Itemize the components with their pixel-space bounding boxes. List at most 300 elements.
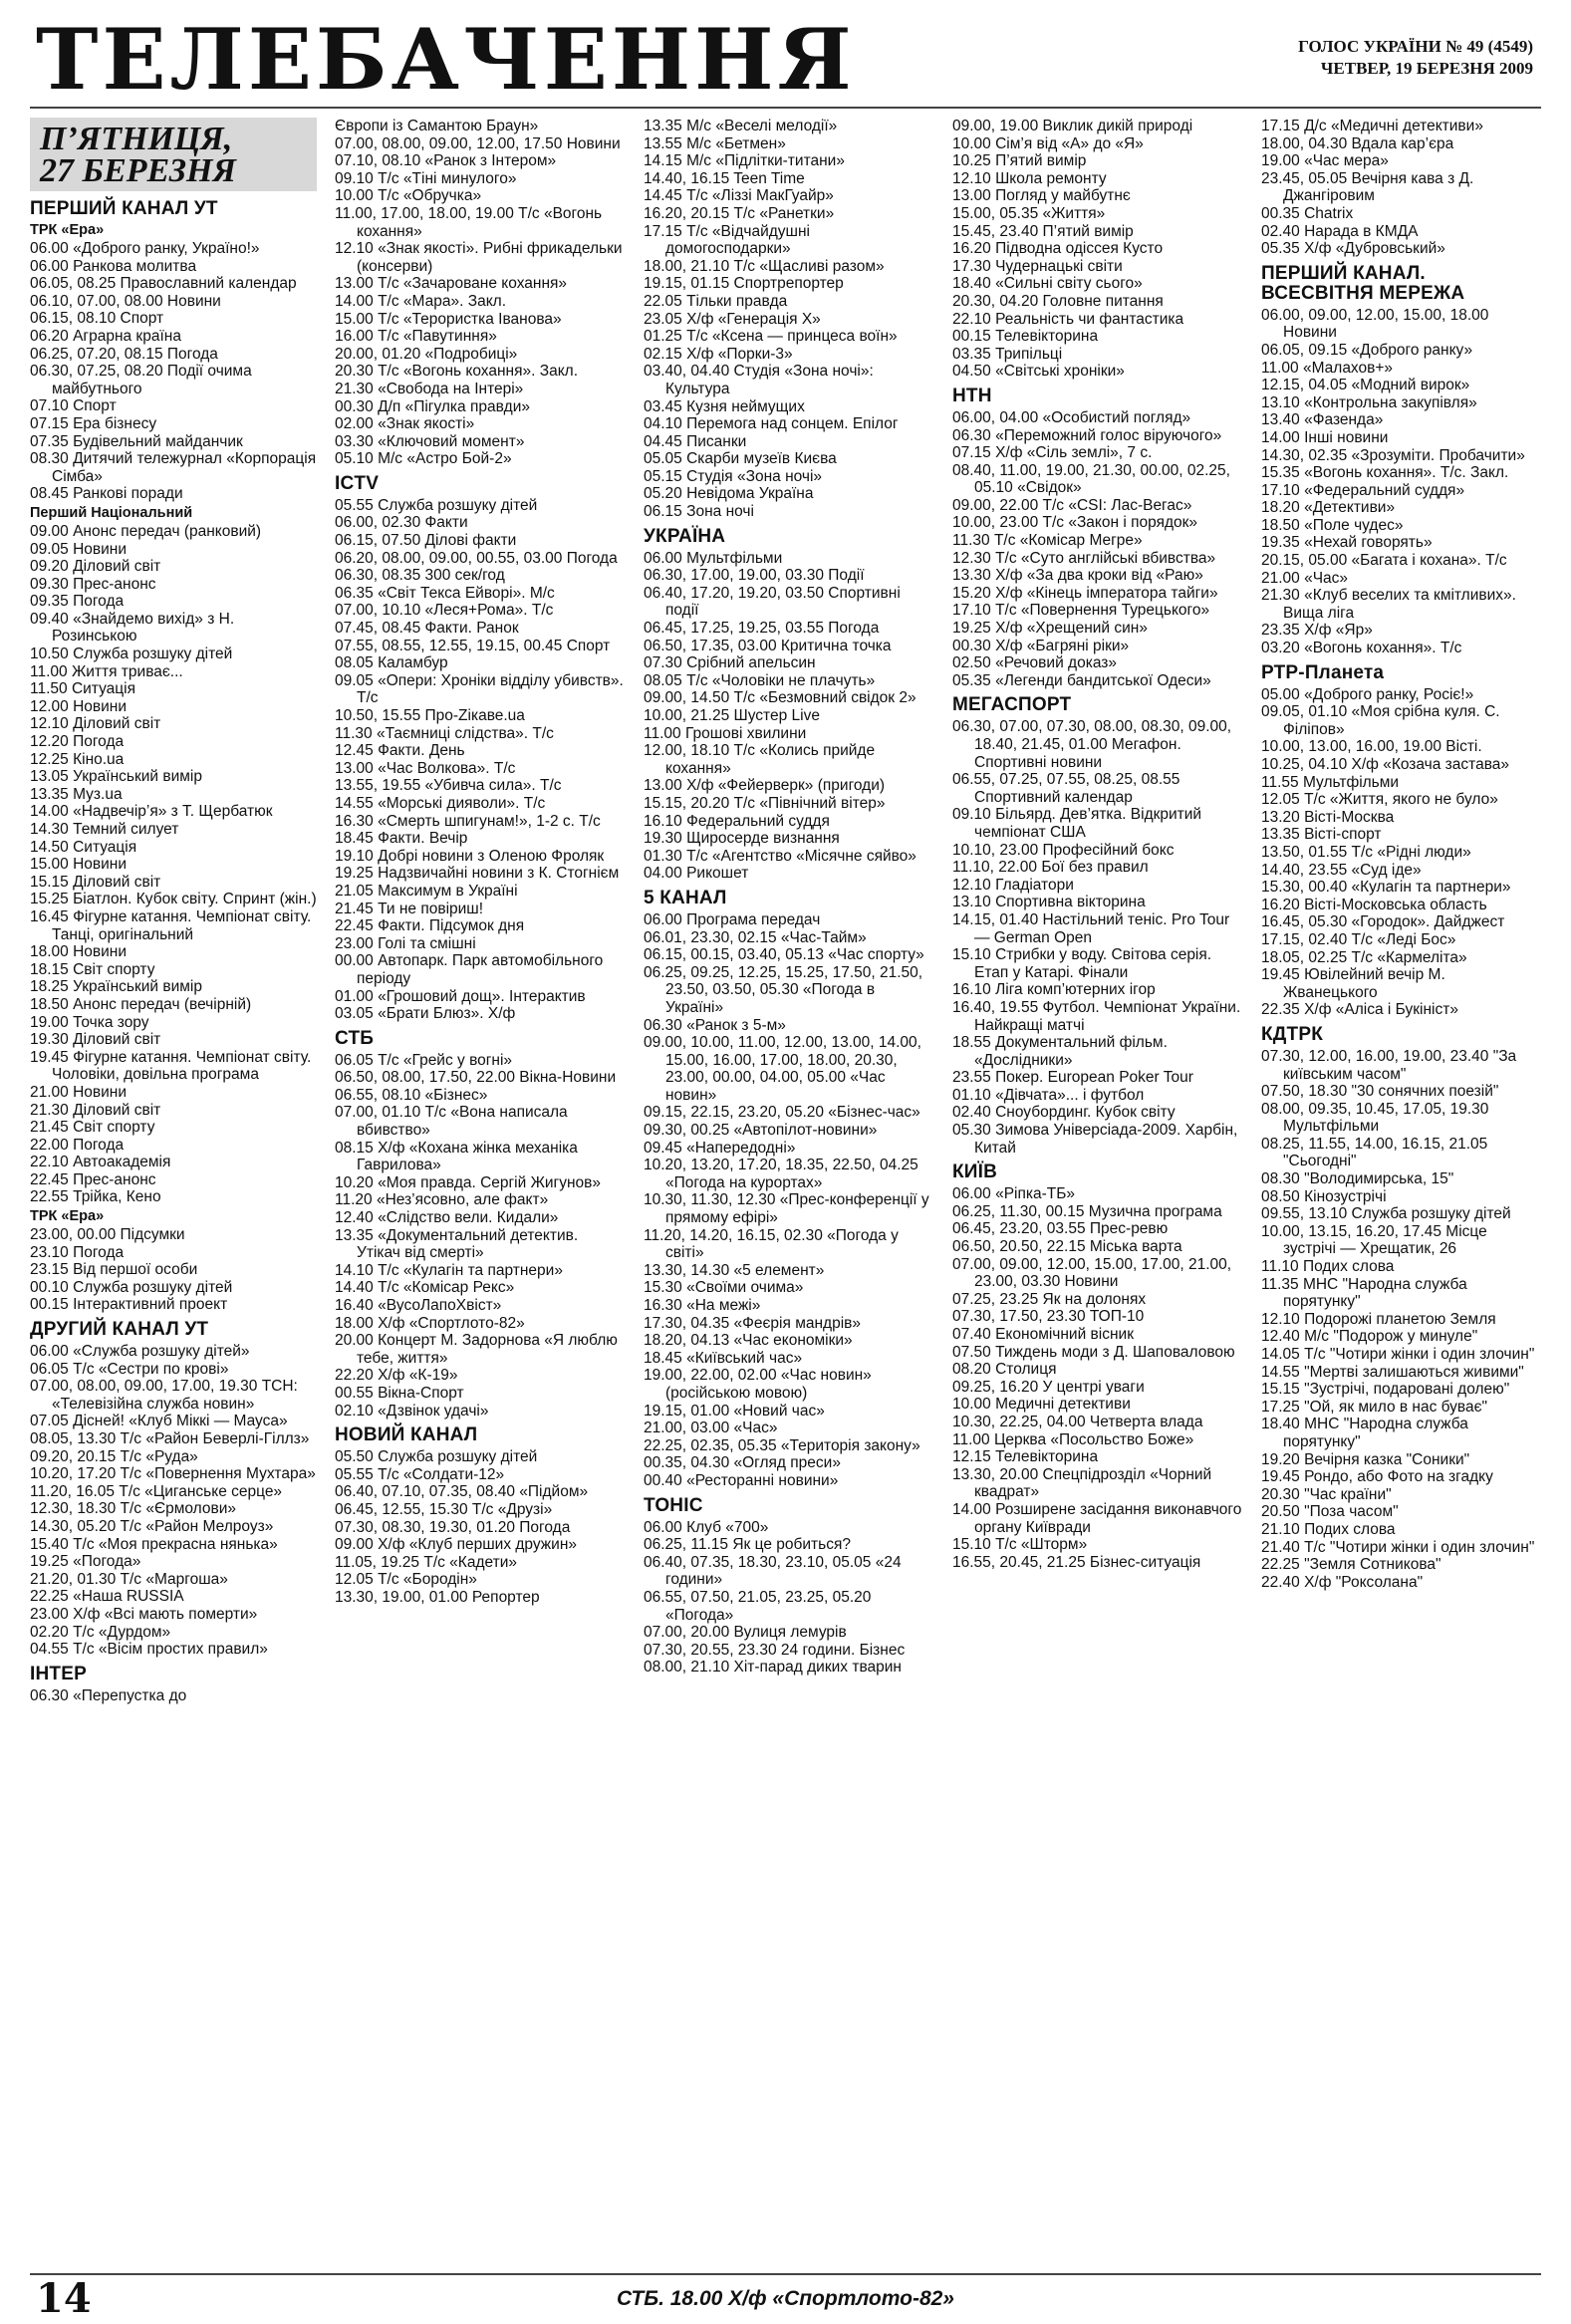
programme-entry: 06.10, 07.00, 08.00 Новини — [30, 292, 221, 310]
programme-entry: 02.00 «Знак якості» — [335, 415, 475, 433]
programme-entry: 06.00 «Служба розшуку дітей» — [30, 1343, 250, 1361]
programme-entry: 06.25, 11.30, 00.15 Музична програма — [952, 1202, 1222, 1220]
programme-entry: 09.00, 22.00 Т/с «CSI: Лас-Вегас» — [952, 496, 1192, 514]
programme-entry: 05.20 Невідома Україна — [644, 485, 814, 503]
programme-entry: 20.30 "Час країни" — [1261, 1485, 1392, 1503]
programme-entry: 13.55, 19.55 «Убивча сила». Т/с — [335, 777, 562, 795]
programme-entry: 12.10 «Знак якості». Рибні фрикадельки (консерви) — [335, 240, 623, 275]
programme-entry: 13.00 Погляд у майбутнє — [952, 187, 1131, 205]
programme-entry: 18.15 Світ спорту — [30, 960, 155, 978]
programme-entry: 23.35 Х/ф «Яр» — [1261, 622, 1373, 640]
programme-entry: 20.15, 05.00 «Багата і кохана». Т/с — [1261, 552, 1507, 570]
page-number: 14 — [36, 2275, 92, 2322]
programme-entry: 14.00 Т/с «Мара». Закл. — [335, 292, 507, 310]
programme-entry: 17.15 Т/с «Відчайдушні домогосподарки» — [644, 222, 810, 258]
programme-entry: 05.30 Зимова Універсіада-2009. Харбін, Китай — [952, 1122, 1238, 1157]
programme-entry: 20.30 Т/с «Вогонь кохання». Закл. — [335, 363, 579, 381]
programme-entry: 22.00 Погода — [30, 1136, 125, 1154]
programme-entry: 02.20 Т/с «Дурдом» — [30, 1623, 171, 1641]
programme-entry: 14.45 Т/с «Ліззі МакГуайр» — [644, 187, 834, 205]
programme-entry: 02.40 Нарада в КМДА — [1261, 222, 1419, 240]
programme-entry: 19.25 Х/ф «Хрещений син» — [952, 620, 1148, 638]
programme-entry: 18.00, 04.30 Вдала кар’єра — [1261, 134, 1454, 152]
column-body — [644, 118, 934, 1677]
programme-entry: 12.00, 18.10 Т/с «Колись прийде кохання» — [644, 742, 876, 777]
programme-entry: 10.50, 15.55 Про-Zікаве.ua — [335, 707, 525, 724]
programme-entry: 09.35 Погода — [30, 593, 125, 611]
programme-entry: 10.00, 21.25 Шустер Live — [644, 707, 820, 724]
programme-entry: 10.25, 04.10 Х/ф «Козача застава» — [1261, 756, 1510, 773]
day-heading-weekday: П’ЯТНИЦЯ, — [40, 121, 233, 157]
programme-entry: 14.10 Т/с «Кулагін та партнери» — [335, 1261, 563, 1279]
programme-entry: 14.05 Т/с "Чотири жінки і один злочин" — [1261, 1346, 1535, 1363]
programme-entry: 11.00 Церква «Посольство Боже» — [952, 1430, 1194, 1448]
programme-entry: 19.30 Діловий світ — [30, 1031, 161, 1049]
programme-entry: 00.15 Телевікторина — [952, 328, 1099, 346]
programme-entry: 14.30, 02.35 «Зрозуміти. Пробачити» — [1261, 446, 1525, 464]
programme-entry: 05.50 Служба розшуку дітей — [335, 1448, 538, 1466]
programme-entry: 11.00 «Малахов+» — [1261, 359, 1394, 377]
programme-entry: 12.00 Новини — [30, 697, 128, 715]
programme-entry: 19.10 Добрі новини з Оленою Фроляк — [335, 847, 605, 865]
programme-entry: 19.25 Надзвичайні новини з К. Стогнієм — [335, 865, 620, 883]
programme-entry: 21.00, 03.00 «Час» — [644, 1420, 778, 1437]
programme-entry: 19.20 Вечірня казка "Соники" — [1261, 1450, 1470, 1468]
programme-entry: 13.30, 14.30 «5 елемент» — [644, 1261, 825, 1279]
programme-entry: 12.30 Т/с «Суто англійські вбивства» — [952, 549, 1216, 567]
column-body — [952, 118, 1243, 1571]
programme-entry: 11.30 Т/с «Комісар Мегре» — [952, 532, 1143, 550]
programme-entry: 06.00 «Доброго ранку, Україно!» — [30, 240, 260, 257]
programme-entry: 15.15, 20.20 Т/с «Північний вітер» — [644, 794, 886, 812]
programme-entry: 18.25 Український вимір — [30, 978, 202, 996]
programme-entry: 08.50 Кінозустрічі — [1261, 1187, 1387, 1205]
programme-entry: 06.50, 20.50, 22.15 Міська варта — [952, 1238, 1182, 1256]
programme-entry: 10.00 Медичні детективи — [952, 1396, 1131, 1414]
programme-entry: 18.50 «Поле чудес» — [1261, 516, 1404, 534]
programme-entry: 09.10 Більярд. Дев’ятка. Відкритий чемпіонат США — [952, 806, 1202, 841]
programme-entry: 06.40, 07.35, 18.30, 23.10, 05.05 «24 години» — [644, 1553, 902, 1589]
programme-entry: 06.35 «Світ Текса Ейворі». М/с — [335, 584, 555, 602]
programme-entry: 08.00, 21.10 Хіт-парад диких тварин — [644, 1659, 902, 1677]
programme-entry: 09.30, 00.25 «Автопілот-новини» — [644, 1122, 878, 1140]
broadcaster-subheading: ТРК «Ера» — [30, 222, 105, 238]
programme-entry: 06.01, 23.30, 02.15 «Час-Тайм» — [644, 928, 867, 946]
programme-entry: 08.45 Ранкові поради — [30, 485, 183, 503]
programme-entry: 06.55, 08.10 «Бізнес» — [335, 1086, 488, 1104]
programme-entry: 16.20 Підводна одіссея Кусто — [952, 240, 1164, 258]
programme-entry: 23.55 Покер. European Poker Tour — [952, 1069, 1193, 1087]
programme-entry: 23.00, 00.00 Підсумки — [30, 1226, 185, 1244]
channel-heading: НТН — [952, 385, 992, 406]
programme-entry: 12.25 Кіно.ua — [30, 750, 125, 768]
programme-entry: 15.10 Стрибки у воду. Світова серія. Етап у Катарі. Фінали — [952, 946, 1212, 981]
programme-entry: 07.00, 10.10 «Леся+Рома». Т/с — [335, 602, 554, 620]
programme-entry: 11.20 «Нез’ясовно, але факт» — [335, 1191, 549, 1209]
schedule-column-1 — [30, 118, 317, 2264]
programme-entry: 07.10, 08.10 «Ранок з Інтером» — [335, 152, 557, 170]
programme-entry: 16.45, 05.30 «Городок». Дайджест — [1261, 913, 1505, 931]
programme-entry: 12.10 Подорожі планетою Земля — [1261, 1310, 1496, 1328]
programme-entry: 09.15, 22.15, 23.20, 05.20 «Бізнес-час» — [644, 1104, 920, 1122]
programme-entry: 13.30 Х/ф «За два кроки від «Раю» — [952, 567, 1203, 585]
programme-entry: 22.25 "Земля Сотникова" — [1261, 1556, 1441, 1574]
programme-entry: 08.20 Столиця — [952, 1361, 1057, 1379]
programme-entry: 14.30, 05.20 Т/с «Район Мелроуз» — [30, 1517, 274, 1535]
programme-entry: 23.15 Від першої особи — [30, 1261, 198, 1279]
programme-entry: 18.00 Х/ф «Спортлото-82» — [335, 1314, 525, 1332]
programme-entry: 11.00, 17.00, 18.00, 19.00 Т/с «Вогонь кохання» — [335, 204, 603, 240]
programme-entry: 23.45, 05.05 Вечірня кава з Д. Джангіровим — [1261, 169, 1474, 205]
channel-heading: ICTV — [335, 472, 380, 494]
programme-entry: 15.40 Т/с «Моя прекрасна нянька» — [30, 1535, 278, 1553]
programme-entry: 02.10 «Дзвінок удачі» — [335, 1402, 489, 1420]
programme-entry: 03.20 «Вогонь кохання». Т/с — [1261, 640, 1462, 657]
programme-entry: 21.00 Новини — [30, 1083, 128, 1101]
channel-heading: РТР-Планета — [1261, 661, 1385, 683]
channel-heading: ПЕРШИЙ КАНАЛ УТ — [30, 198, 218, 219]
channel-heading: МЕГАСПОРТ — [952, 694, 1072, 716]
programme-entry: 16.45 Фігурне катання. Чемпіонат світу. Танці, оригінальний — [30, 907, 312, 943]
programme-entry: 13.50, 01.55 Т/с «Рідні люди» — [1261, 843, 1471, 861]
programme-entry: 07.45, 08.45 Факти. Ранок — [335, 620, 519, 638]
programme-entry: 13.35 М/с «Веселі мелодії» — [644, 118, 838, 134]
programme-entry: 13.00 Т/с «Зачароване кохання» — [335, 275, 568, 293]
programme-entry: 10.20, 17.20 Т/с «Повернення Мухтара» — [30, 1465, 316, 1483]
programme-entry: 20.00, 01.20 «Подробиці» — [335, 345, 518, 363]
programme-entry: 19.45 Рондо, або Фото на згадку — [1261, 1468, 1493, 1486]
programme-entry: 03.35 Трипільці — [952, 345, 1063, 363]
programme-entry: 11.35 МНС "Народна служба порятунку" — [1261, 1275, 1467, 1311]
programme-entry: 10.00, 23.00 Т/с «Закон і порядок» — [952, 514, 1198, 532]
programme-entry: 18.00 Новини — [30, 943, 128, 961]
programme-entry: 09.20, 20.15 Т/с «Руда» — [30, 1447, 198, 1465]
programme-entry: 09.00, 19.00 Виклик дикій природі — [952, 118, 1193, 134]
programme-entry: 17.30 Чудернацькі світи — [952, 257, 1123, 275]
channel-heading: УКРАЇНА — [644, 525, 726, 547]
programme-entry: 21.10 Подих слова — [1261, 1520, 1396, 1538]
programme-entry: 07.30, 17.50, 23.30 ТОП-10 — [952, 1308, 1145, 1326]
programme-entry: 13.05 Український вимір — [30, 768, 202, 786]
programme-entry: 04.00 Рикошет — [644, 865, 749, 883]
column-body — [30, 199, 317, 1704]
programme-entry: 11.05, 19.25 Т/с «Кадети» — [335, 1553, 517, 1571]
programme-entry: 07.30 Срібний апельсин — [644, 654, 816, 672]
programme-entry: 06.00 «Ріпка-ТБ» — [952, 1185, 1076, 1203]
programme-entry: 00.15 Інтерактивний проект — [30, 1296, 228, 1314]
schedule-column-5 — [1261, 118, 1541, 2264]
programme-entry: 16.40, 19.55 Футбол. Чемпіонат України. Найкращі матчі — [952, 998, 1241, 1034]
programme-entry: 19.30 Щиросерде визнання — [644, 830, 840, 848]
programme-entry: 06.55, 07.50, 21.05, 23.25, 05.20 «Погода» — [644, 1588, 872, 1624]
programme-entry: 21.20, 01.30 Т/с «Маргоша» — [30, 1570, 228, 1588]
programme-entry: 16.20 Вісті-Московська область — [1261, 896, 1487, 913]
programme-entry: 15.00 Новини — [30, 856, 128, 874]
programme-entry: 09.00, 14.50 Т/с «Безмовний свідок 2» — [644, 689, 916, 707]
programme-entry: 06.45, 23.20, 03.55 Прес-ревю — [952, 1220, 1169, 1238]
programme-entry: 16.10 Федеральний суддя — [644, 812, 830, 830]
programme-entry: 15.30, 00.40 «Кулагін та партнери» — [1261, 879, 1511, 897]
programme-entry: 15.10 Т/с «Шторм» — [952, 1536, 1088, 1554]
programme-entry: 20.00 Концерт М. Задорнова «Я люблю тебе, життя» — [335, 1332, 618, 1367]
programme-entry: 10.30, 22.25, 04.00 Четверта влада — [952, 1413, 1203, 1430]
programme-entry: 21.30 «Свобода на Інтері» — [335, 380, 524, 397]
programme-entry: 07.15 Х/ф «Сіль землі», 7 с. — [952, 444, 1153, 462]
programme-entry: 21.30 Діловий світ — [30, 1101, 161, 1119]
column-body — [1261, 118, 1541, 1591]
programme-entry: 17.10 Т/с «Повернення Турецького» — [952, 602, 1210, 620]
programme-entry: 08.30 "Володимирська, 15" — [1261, 1170, 1454, 1188]
programme-entry: 19.35 «Нехай говорять» — [1261, 534, 1433, 552]
programme-entry: 00.30 Х/ф «Багряні ріки» — [952, 637, 1130, 654]
programme-entry: 07.00, 01.10 Т/с «Вона написала вбивство» — [335, 1104, 568, 1140]
programme-entry: 11.00 Життя триває... — [30, 662, 183, 680]
programme-entry: 08.25, 11.55, 14.00, 16.15, 21.05 "Сьогодні" — [1261, 1135, 1488, 1170]
footer-promo: СТБ. 18.00 Х/ф «Спортлото-82» — [617, 2287, 954, 2310]
programme-entry: 06.00 Ранкова молитва — [30, 257, 197, 275]
programme-entry: 18.45 «Київський час» — [644, 1349, 803, 1367]
programme-entry: 07.10 Спорт — [30, 397, 117, 415]
schedule-column-2 — [335, 118, 626, 2264]
programme-entry: 21.45 Ти не повіриш! — [335, 900, 484, 917]
programme-entry: 14.40, 23.55 «Суд іде» — [1261, 861, 1422, 879]
programme-entry: 17.10 «Федеральний суддя» — [1261, 481, 1465, 499]
programme-entry: 05.00 «Доброго ранку, Росіє!» — [1261, 685, 1474, 703]
programme-entry: 17.25 "Ой, як мило в нас буває" — [1261, 1398, 1488, 1416]
programme-entry: 06.15, 08.10 Спорт — [30, 310, 164, 328]
programme-entry: 11.50 Ситуація — [30, 680, 135, 698]
programme-entry: 11.00 Грошові хвилини — [644, 724, 807, 742]
programme-entry: 01.00 «Грошовий дощ». Інтерактив — [335, 987, 586, 1005]
channel-heading: СТБ — [335, 1027, 375, 1049]
programme-entry: 07.00, 08.00, 09.00, 12.00, 17.50 Новини — [335, 134, 621, 152]
programme-entry: 00.40 «Ресторанні новини» — [644, 1471, 839, 1489]
programme-entry: 15.00 Т/с «Терористка Іванова» — [335, 310, 562, 328]
programme-entry: 06.00 Клуб «700» — [644, 1518, 769, 1536]
programme-entry: 17.30, 04.35 «Феєрія мандрів» — [644, 1314, 861, 1332]
programme-entry: 20.30, 04.20 Головне питання — [952, 292, 1164, 310]
programme-entry: 19.15, 01.15 Спортрепортер — [644, 275, 844, 293]
programme-entry: 18.45 Факти. Вечір — [335, 830, 468, 848]
programme-entry: 14.00 «Надвечір’я» з Т. Щербатюк — [30, 803, 273, 821]
programme-entry: 11.10 Подих слова — [1261, 1258, 1395, 1276]
programme-entry: 13.10 Спортивна вікторина — [952, 894, 1146, 911]
programme-entry: 15.15 "Зустрічі, подаровані долею" — [1261, 1381, 1510, 1399]
programme-entry: 13.35 Муз.ua — [30, 785, 123, 803]
programme-entry: 18.20, 04.13 «Час економіки» — [644, 1332, 853, 1350]
schedule-column-3 — [644, 118, 934, 2264]
programme-entry: 00.00 Автопарк. Парк автомобільного періоду — [335, 952, 604, 987]
programme-entry: 13.30, 19.00, 01.00 Репортер — [335, 1588, 540, 1606]
programme-entry: 07.30, 12.00, 16.00, 19.00, 23.40 "За київським часом" — [1261, 1047, 1517, 1083]
programme-entry: 07.30, 08.30, 19.30, 01.20 Погода — [335, 1518, 571, 1536]
programme-entry: 09.40 «Знайдемо вихід» з Н. Розинською — [30, 610, 235, 646]
programme-entry: 11.55 Мультфільми — [1261, 773, 1400, 791]
programme-entry: 14.55 "Мертві залишаються живими" — [1261, 1363, 1524, 1381]
programme-entry: 15.35 «Вогонь кохання». Т/с. Закл. — [1261, 464, 1509, 482]
programme-entry: 09.20 Діловий світ — [30, 558, 161, 576]
masthead-title: ТЕЛЕБАЧЕННЯ — [36, 10, 856, 109]
programme-entry: 12.05 Т/с «Бородін» — [335, 1571, 477, 1589]
programme-entry: 14.40 Т/с «Комісар Рекс» — [335, 1279, 515, 1297]
programme-entry: 00.30 Д/п «Пігулка правди» — [335, 397, 530, 415]
programme-entry: 02.50 «Речовий доказ» — [952, 654, 1117, 672]
programme-entry: 12.40 М/с "Подорож у минуле" — [1261, 1328, 1478, 1346]
programme-entry: 18.20 «Детективи» — [1261, 499, 1396, 517]
programme-entry: 19.45 Ювілейний вечір М. Жванецького — [1261, 966, 1445, 1001]
channel-heading: КДТРК — [1261, 1023, 1324, 1045]
programme-entry: 17.15, 02.40 Т/с «Леді Бос» — [1261, 930, 1456, 948]
programme-entry: 09.00 Анонс передач (ранковий) — [30, 522, 262, 540]
programme-entry: 19.15, 01.00 «Новий час» — [644, 1402, 825, 1420]
programme-entry: 19.00 Точка зору — [30, 1013, 149, 1031]
programme-entry: 16.30 «На межі» — [644, 1297, 761, 1314]
programme-entry: 23.05 Х/ф «Генерація Х» — [644, 310, 821, 328]
programme-entry: 10.30, 11.30, 12.30 «Прес-конференції у прямому ефірі» — [644, 1191, 929, 1227]
programme-entry: 23.10 Погода — [30, 1243, 125, 1261]
programme-entry: 07.30, 20.55, 23.30 24 години. Бізнес — [644, 1641, 906, 1659]
programme-entry: 06.30, 17.00, 19.00, 03.30 Події — [644, 567, 865, 585]
header-rule — [30, 107, 1541, 109]
programme-entry: 03.40, 04.40 Студія «Зона ночі»: Культура — [644, 363, 874, 397]
programme-entry: 06.30 «Перепустка до — [30, 1686, 187, 1704]
programme-entry: 17.15 Д/с «Медичні детективи» — [1261, 118, 1483, 134]
programme-entry: 07.25, 23.25 Як на долонях — [952, 1290, 1147, 1308]
programme-entry: 14.30 Темний силует — [30, 821, 179, 838]
programme-entry: 19.25 «Погода» — [30, 1553, 141, 1571]
programme-entry: 01.10 «Дівчата»... і футбол — [952, 1086, 1145, 1104]
programme-entry: 07.40 Економічний вісник — [952, 1326, 1134, 1343]
programme-entry: 00.35, 04.30 «Огляд преси» — [644, 1454, 841, 1472]
programme-entry: 22.35 Х/ф «Аліса і Букініст» — [1261, 1001, 1458, 1019]
programme-entry: 16.10 Ліга комп’ютерних ігор — [952, 981, 1156, 999]
programme-entry: 06.45, 12.55, 15.30 Т/с «Друзі» — [335, 1500, 553, 1518]
programme-entry: 10.20 «Моя правда. Сергій Жигунов» — [335, 1173, 601, 1191]
programme-entry: 09.25, 16.20 У центрі уваги — [952, 1378, 1145, 1396]
programme-entry: 00.10 Служба розшуку дітей — [30, 1278, 233, 1296]
broadcaster-subheading: ТРК «Ера» — [30, 1208, 105, 1225]
programme-entry: 04.10 Перемога над сонцем. Епілог — [644, 415, 899, 433]
programme-entry: 13.35 «Документальний детектив. Утікач від смерті» — [335, 1226, 579, 1262]
programme-entry: 15.00, 05.35 «Життя» — [952, 204, 1106, 222]
programme-entry: 12.10 Діловий світ — [30, 715, 161, 733]
programme-entry: Європи із Самантою Браун» — [335, 118, 539, 134]
programme-entry: 03.30 «Ключовий момент» — [335, 432, 525, 450]
programme-entry: 16.00 Т/с «Павутиння» — [335, 328, 497, 346]
footer-rule — [30, 2273, 1541, 2275]
programme-entry: 12.05 Т/с «Життя, якого не було» — [1261, 791, 1498, 809]
programme-entry: 10.00 Сім’я від «А» до «Я» — [952, 134, 1144, 152]
programme-entry: 07.00, 08.00, 09.00, 17.00, 19.30 ТСН: «Телевізійна служба новин» — [30, 1378, 298, 1413]
programme-entry: 14.50 Ситуація — [30, 838, 137, 856]
programme-entry: 05.55 Служба розшуку дітей — [335, 496, 538, 514]
programme-entry: 21.05 Максимум в Україні — [335, 882, 518, 900]
programme-entry: 01.25 Т/с «Ксена — принцеса воїн» — [644, 328, 898, 346]
programme-entry: 04.55 Т/с «Вісім простих правил» — [30, 1641, 268, 1659]
programme-entry: 22.05 Тільки правда — [644, 292, 788, 310]
programme-entry: 19.00 «Час мера» — [1261, 152, 1389, 170]
programme-entry: 12.30, 18.30 Т/с «Єрмолови» — [30, 1500, 236, 1518]
programme-entry: 21.40 Т/с "Чотири жінки і один злочин" — [1261, 1538, 1535, 1556]
programme-entry: 11.20, 14.20, 16.15, 02.30 «Погода у світі» — [644, 1226, 899, 1262]
programme-entry: 07.50 Тиждень моди з Д. Шаповаловою — [952, 1343, 1235, 1361]
programme-entry: 18.40 «Сильні світу сього» — [952, 275, 1143, 293]
programme-entry: 19.00, 22.00, 02.00 «Час новин» (російською мовою) — [644, 1367, 872, 1402]
programme-entry: 06.00 Мультфільми — [644, 549, 783, 567]
programme-entry: 06.05, 09.15 «Доброго ранку» — [1261, 341, 1473, 359]
programme-entry: 12.20 Погода — [30, 733, 125, 751]
programme-entry: 06.15, 07.50 Ділові факти — [335, 532, 517, 550]
programme-entry: 13.35 Вісті-спорт — [1261, 826, 1382, 844]
programme-entry: 16.55, 20.45, 21.25 Бізнес-ситуація — [952, 1553, 1201, 1571]
programme-entry: 00.35 Chatrix — [1261, 204, 1354, 222]
programme-entry: 14.15 М/с «Підлітки-титани» — [644, 152, 845, 170]
programme-entry: 15.45, 23.40 П’ятий вимір — [952, 222, 1134, 240]
programme-entry: 02.15 Х/ф «Порки-3» — [644, 345, 793, 363]
programme-entry: 06.20, 08.00, 09.00, 00.55, 03.00 Погода — [335, 549, 618, 567]
programme-entry: 08.30 Дитячий тележурнал «Корпорація Сімба» — [30, 450, 317, 485]
programme-entry: 07.00, 20.00 Вулиця лемурів — [644, 1624, 847, 1642]
programme-entry: 13.10 «Контрольна закупівля» — [1261, 393, 1477, 411]
programme-entry: 08.15 Х/ф «Кохана жінка механіка Гаврилова» — [335, 1139, 578, 1174]
programme-entry: 18.40 МНС "Народна служба порятунку" — [1261, 1416, 1468, 1450]
programme-entry: 10.20, 13.20, 17.20, 18.35, 22.50, 04.25 «Погода на курортах» — [644, 1157, 918, 1191]
programme-entry: 23.00 Голі та смішні — [335, 934, 476, 952]
programme-entry: 12.10 Школа ремонту — [952, 169, 1107, 187]
programme-entry: 04.45 Писанки — [644, 432, 747, 450]
programme-entry: 12.15, 04.05 «Модний вирок» — [1261, 377, 1470, 394]
programme-entry: 23.00 Х/ф «Всі мають померти» — [30, 1605, 258, 1623]
programme-entry: 22.25, 02.35, 05.35 «Територія закону» — [644, 1436, 920, 1454]
programme-entry: 18.00, 21.10 Т/с «Щасливі разом» — [644, 257, 885, 275]
programme-entry: 03.45 Кузня неймущих — [644, 397, 805, 415]
programme-entry: 14.55 «Морські дияволи». Т/с — [335, 794, 546, 812]
programme-entry: 13.30, 20.00 Спецпідрозділ «Чорний квадрат» — [952, 1465, 1212, 1501]
programme-entry: 09.00, 10.00, 11.00, 12.00, 13.00, 14.00, 15.00, 16.00, 17.00, 18.00, 20.30, 23.00, 00.00, 04.00, 05.00 «Час новин» — [644, 1034, 921, 1104]
programme-entry: 12.15 Телевікторина — [952, 1448, 1099, 1466]
programme-entry: 16.30 «Смерть шпигунам!», 1-2 с. Т/с — [335, 812, 601, 830]
programme-entry: 08.05 Т/с «Чоловіки не плачуть» — [644, 671, 876, 689]
programme-entry: 06.45, 17.25, 19.25, 03.55 Погода — [644, 620, 880, 638]
programme-entry: 18.50 Анонс передач (вечірній) — [30, 995, 252, 1013]
programme-entry: 16.20, 20.15 Т/с «Ранетки» — [644, 204, 835, 222]
programme-entry: 14.00 Інші новини — [1261, 428, 1389, 446]
programme-entry: 16.40 «ВусоЛапоХвіст» — [335, 1297, 502, 1314]
programme-entry: 01.30 Т/с «Агентство «Місячне сяйво» — [644, 847, 916, 865]
broadcaster-subheading: Перший Національний — [30, 504, 193, 521]
programme-entry: 18.05, 02.25 Т/с «Кармеліта» — [1261, 948, 1467, 966]
programme-entry: 10.00 Т/с «Обручка» — [335, 187, 482, 205]
channel-heading: ІНТЕР — [30, 1663, 87, 1684]
programme-entry: 10.00, 13.00, 16.00, 19.00 Вісті. — [1261, 738, 1482, 756]
column-body — [335, 118, 626, 1607]
programme-entry: 18.55 Документальний фільм. «Дослідники» — [952, 1034, 1168, 1069]
programme-entry: 09.10 Т/с «Тіні минулого» — [335, 169, 517, 187]
programme-entry: 05.35 «Легенди бандитської Одеси» — [952, 671, 1211, 689]
programme-entry: 06.40, 07.10, 07.35, 08.40 «Підйом» — [335, 1483, 589, 1501]
programme-entry: 09.45 «Напередодні» — [644, 1139, 796, 1157]
programme-entry: 06.30, 08.35 300 сек/год — [335, 567, 505, 585]
programme-entry: 06.15 Зона ночі — [644, 503, 754, 521]
newspaper-issue: ГОЛОС УКРАЇНИ № 49 (4549) — [1298, 37, 1533, 56]
programme-entry: 09.55, 13.10 Служба розшуку дітей — [1261, 1205, 1511, 1223]
programme-entry: 13.40 «Фазенда» — [1261, 411, 1384, 429]
programme-entry: 07.35 Будівельний майданчик — [30, 432, 243, 450]
programme-entry: 08.00, 09.35, 10.45, 17.05, 19.30 Мультфільми — [1261, 1100, 1489, 1136]
channel-heading: ПЕРШИЙ КАНАЛ. ВСЕСВІТНЯ МЕРЕЖА — [1261, 262, 1465, 304]
programme-entry: 12.40 «Слідство вели. Кидали» — [335, 1209, 559, 1227]
programme-entry: 06.55, 07.25, 07.55, 08.25, 08.55 Спортивний календар — [952, 771, 1180, 806]
